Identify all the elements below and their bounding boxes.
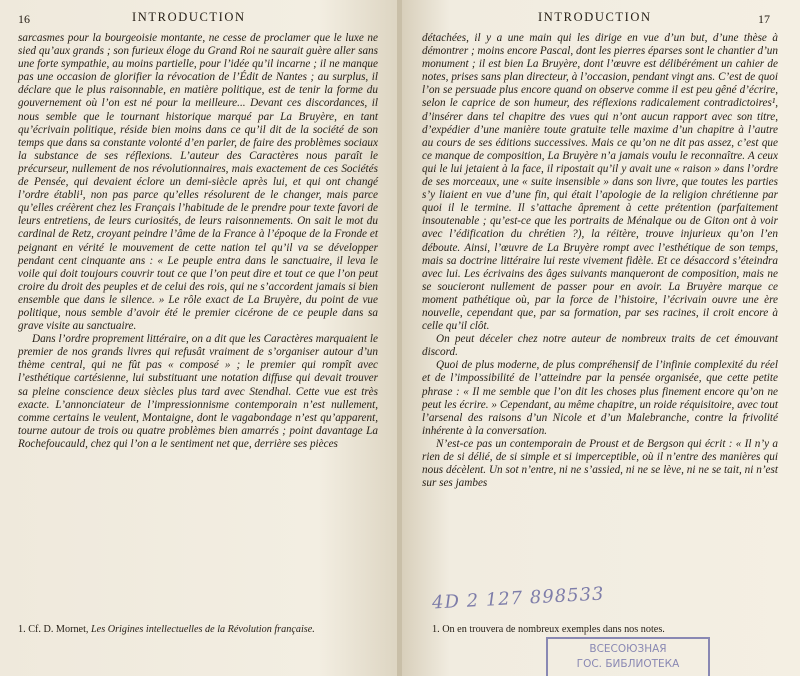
footnote-number: 1. bbox=[18, 624, 26, 635]
paragraph: N’est-ce pas un contemporain de Proust et de Bergson qui écrit : « Il n’y a rien de si délié, de si simple et si imperceptible, où il n’entre des manières qui nous décèlent. Un sot n’entre, ni ne s’assied, ni ne se lève, ni ne se tait, ni n’est sur ses jambes bbox=[422, 437, 778, 490]
left-page bbox=[0, 0, 398, 676]
stamp-line: ГОС. БИБЛИОТЕКА bbox=[576, 658, 680, 670]
paragraph: Quoi de plus moderne, de plus compréhensif de l’infinie complexité du réel et de l’impossibilité de l’atteindre par la pensée organisée, que cette petite phrase : « Il me semble que l’on dit les choses plus finement encore qu’on ne peut les écrire. » Cependant, au même chapitre, un roide réquisitoire, avec tout l’arsenal des raisons d’un Nicole et d’un Malebranche, contre la frivolité inhérente à la conversation. bbox=[422, 359, 778, 437]
paragraph: détachées, il y a une main qui les dirige en vue d’un but, d’une thèse à démontrer ; moins encore Pascal, dont les pierres éparses sont le chantier d’un monument ; il est bien La Bruyère, dont l’œuvre est délibérément un cahier de notes, prises sans plan directeur, à l’occasion, pendant vingt ans. C’est de quoi l’on se persuade plus encore quand on observe comme il est peu gêné d’écrire, selon le caprice de son humeur, des réflexions radicalement contradictoires¹, d’insérer dans tel chapitre des vues qui n’ont aucun rapport avec son titre, d’expédier d’une manière toute gratuite telle maxime d’un chapitre à l’autre au cours de ses éditions successives. Mais ce qu’on ne dit pas assez, c’est que ce manque de composition, La Bruyère n’a jamais voulu le reconnaître. A ceux qui le lui jetaient à la face, il ripostait qu’il y avait une « raison » dans l’ordre de ses morceaux, une « suite insensible » dans son livre, que toutes les parties s’y liaient en vue d’une fin, qui était l’apologie de la religion chrétienne par quoi il le termine. Il s’attache âprement à cette prétention (parfaitement insoutenable ; qu’est-ce que les portraits de Ménalque ou de Giton ont à voir avec l’édification du chrétien ?), la réitère, trouve injurieux qu’on l’en déboute. Ainsi, l’œuvre de La Bruyère rompt avec l’esthétique de son temps, mais sa doctrine littéraire lui reste vivement fidèle. Et ce désaccord s’éteindra avec lui. Les écrivains des âges suivants manqueront de composition, mais ne se soucieront nullement de passer pour en avoir. La Bruyère marque ce moment pathétique où, par la force de l’histoire, l’écrivain ouvre une ère nouvelle, cependant que, par sa formation, par ses racines, il croit encore à celle qu’il clôt. bbox=[422, 32, 778, 333]
footnote-text: Cf. D. Mornet, bbox=[28, 624, 89, 635]
right-page-text bbox=[422, 32, 778, 490]
running-head: INTRODUCTION bbox=[538, 10, 652, 24]
page-number: 17 bbox=[758, 12, 770, 26]
page-number: 16 bbox=[18, 12, 30, 26]
running-head: INTRODUCTION bbox=[132, 10, 246, 24]
library-stamp bbox=[546, 637, 710, 676]
left-page-text bbox=[18, 32, 378, 451]
footnote-book-title: Les Origines intellectuelles de la Révolution française. bbox=[91, 624, 315, 635]
paragraph: On peut déceler chez notre auteur de nombreux traits de cet émouvant discord. bbox=[422, 333, 778, 359]
handwritten-shelfmark: 4D 2 127 898533 bbox=[431, 583, 606, 614]
right-page bbox=[402, 0, 800, 676]
footnote bbox=[18, 624, 315, 635]
paragraph: Dans l’ordre proprement littéraire, on a dit que les Caractères marquaient le premier de nos grands livres qui refusât vraiment de s’organiser autour d’un thème central, qui ne fût pas « composé » ; le premier qui rompît avec l’esthétique cartésienne, lui substituant une notation diffuse qui devait trouver sa pleine conscience deux siècles plus tard avec Stendhal. Cette vue est très exacte. L’annonciateur de l’impressionnisme contemporain n’est nullement, comme certains le veulent, Montaigne, dont le vagabondage n’est qu’apparent, tourne autour de trois ou quatre problèmes bien amarrés ; point davantage La Rochefoucauld, chez qui l’on a le sentiment net que, derrière ses pièces bbox=[18, 333, 378, 450]
footnote: 1. On en trouvera de nombreux exemples dans nos notes. bbox=[432, 624, 665, 635]
stamp-line: ВСЕСОЮЗНАЯ bbox=[589, 643, 667, 655]
paragraph: sarcasmes pour la bourgeoisie montante, ne cesse de proclamer que le luxe ne sied qu’aux grands ; son furieux éloge du Grand Roi ne saurait guère aller sans une forte sympathie, au moins partielle, pour l’idée qu’il incarne ; il ne manque pas une occasion de glorifier la révocation de l’Édit de Nantes ; au surplus, il déclare que le plus raisonnable, en matière politique, est de tenir la forme du gouvernement où l’on est né pour la meilleure... Devant ces discordances, il nous semble que le tournant historique marqué par La Bruyère, en tant qu’écrivain politique, réside bien moins dans ce qu’il dit de la société de son temps que dans sa constante volonté d’en parler, de faire des problèmes sociaux la substance de ses réflexions. L’auteur des Caractères nous paraît le précurseur, nullement de nos révolutionnaires, mais exactement de ces Sociétés de Pensée, qui devaient éclore un demi-siècle après lui, et qui ont changé l’ordre établi¹, non pas parce qu’elles résolurent de le changer, mais parce qu’elles créèrent chez les Français l’habitude de le prendre pour texte favori de leurs entretiens, de leurs curiosités, de leurs raisonnements. On sait le mot du cardinal de Retz, croyant peindre l’âme de la France à l’époque de la Fronde et peignant en vérité le mouvement de cette nation tel qu’il va se développer pendant cent cinquante ans : « Le peuple entra dans le sanctuaire, il leva le voile qui doit toujours couvrir tout ce que l’on peut dire et tout ce que l’on peut croire du droit des peuples et de celui des rois, qui ne s’accordent jamais si bien ensemble que dans le silence. » Le rôle exact de La Bruyère, du point de vue politique, nous semble d’avoir été le premier cicérone de ce peuple dans sa grave visite au sanctuaire. bbox=[18, 32, 378, 333]
